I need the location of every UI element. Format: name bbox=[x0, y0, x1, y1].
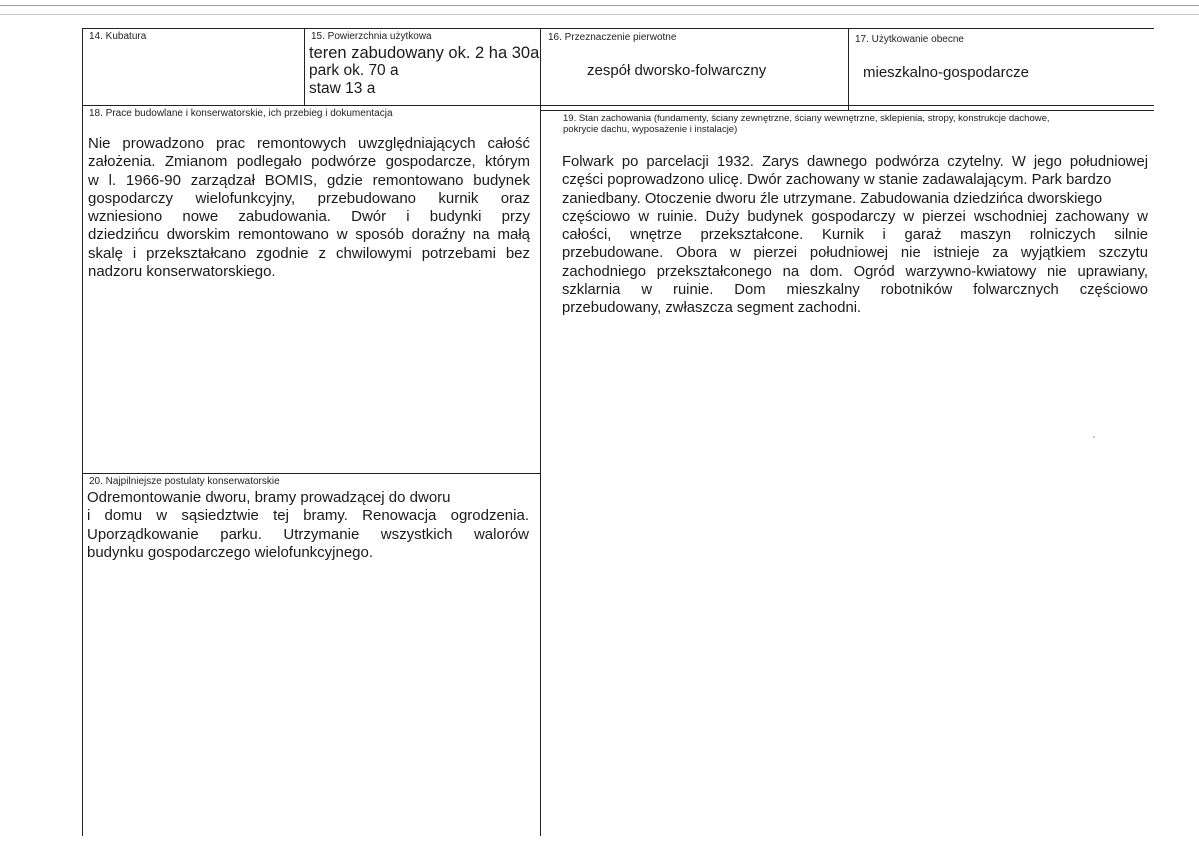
field-18-line: założenia. Zmianom podlegało podwórze gospodarcze, którym bbox=[88, 153, 530, 171]
grid-line-f19-top bbox=[540, 110, 1154, 111]
grid-line-f20-top bbox=[82, 473, 540, 474]
scan-speck bbox=[1093, 436, 1095, 438]
grid-line-v-left bbox=[82, 28, 83, 836]
field-19-line: zaniedbany. Otoczenie dworu źle utrzymane. Zabudowania dziedzińca dworskiego bbox=[562, 190, 1103, 207]
field-15-line-1: teren zabudowany ok. 2 ha 30a bbox=[309, 44, 540, 62]
field-19-line: częściowo w ruinie. Duży budynek gospodarczy w pierzei wschodniej zachowany w bbox=[562, 208, 1148, 225]
field-18-line: skalę i przekształcano zgodnie z chwilowymi potrzebami bez bbox=[88, 244, 530, 262]
field-15-line-3: staw 13 a bbox=[309, 80, 376, 97]
field-18-line: dziedzińcu dworskim remontowano w sposób doraźny na małą bbox=[88, 226, 530, 244]
field-18-line: gospodarczy wielofunkcyjny, przebudowano kurnik oraz bbox=[88, 189, 530, 207]
field-18-line: nadzoru konserwatorskiego. bbox=[88, 263, 276, 281]
field-17-value: mieszkalno-gospodarcze bbox=[863, 64, 1029, 81]
grid-line-top bbox=[82, 28, 1154, 29]
field-16-label: 16. Przeznaczenie pierwotne bbox=[548, 32, 677, 43]
field-18-line: Nie prowadzono prac remontowych uwzględniających całość bbox=[88, 135, 530, 152]
field-20-label: 20. Najpilniejsze postulaty konserwatorskie bbox=[89, 476, 280, 487]
top-edge-line bbox=[0, 5, 1199, 6]
field-18-label: 18. Prace budowlane i konserwatorskie, ich przebieg i dokumentacja bbox=[89, 108, 393, 119]
field-20-text bbox=[87, 489, 529, 562]
field-19-line: części poprowadzono ulicę. Dwór zachowany w stanie zadawalającym. Park bardzo bbox=[562, 172, 1112, 189]
field-15-line-2: park ok. 70 a bbox=[309, 62, 399, 79]
top-edge-line-2 bbox=[0, 14, 1199, 15]
grid-line-v-mid bbox=[540, 28, 541, 836]
field-20-line: i domu w sąsiedztwie tej bramy. Renowacja ogrodzenia. bbox=[87, 507, 529, 525]
field-15-label: 15. Powierzchnia użytkowa bbox=[311, 31, 432, 42]
field-16-value: zespół dworsko-folwarczny bbox=[587, 62, 767, 79]
grid-line-row1-bottom bbox=[82, 105, 1154, 106]
field-14-label: 14. Kubatura bbox=[89, 31, 147, 42]
field-19-label-line-2: pokrycie dachu, wyposażenie i instalacje) bbox=[563, 124, 738, 135]
field-20-line: Uporządkowanie parku. Utrzymanie wszystkich walorów bbox=[87, 525, 529, 543]
field-19-line: przebudowane. Obora w pierzei południowej nie istnieje za wyjątkiem szczytu bbox=[562, 245, 1148, 262]
field-18-text bbox=[88, 135, 530, 281]
grid-line-v-14-15 bbox=[304, 28, 305, 106]
field-18-line: w l. 1966-90 zarządzał BOMIS, gdzie remontowano budynek bbox=[88, 171, 530, 189]
field-20-line: budynku gospodarczego wielofunkcyjnego. bbox=[87, 543, 374, 561]
field-20-line: Odremontowanie dworu, bramy prowadzącej do dworu bbox=[87, 489, 451, 506]
field-17-label: 17. Użytkowanie obecne bbox=[855, 34, 964, 45]
field-19-line: szklarnia w ruinie. Dom mieszkalny robotników folwarcznych częściowo bbox=[562, 282, 1148, 299]
grid-line-v-16-17 bbox=[848, 28, 849, 110]
field-19-text bbox=[562, 153, 1148, 318]
field-19-label-line-1: 19. Stan zachowania (fundamenty, ściany zewnętrzne, ściany wewnętrzne, sklepienia, stropy, konstrukcje dachowe, bbox=[563, 113, 1050, 124]
field-19-line: przebudowany, zwłaszcza segment zachodni. bbox=[562, 300, 862, 317]
field-19-line: całości, wnętrze przekształcone. Kurnik i garaż maszyn rolniczych silnie bbox=[562, 227, 1148, 244]
field-19-line: Folwark po parcelacji 1932. Zarys dawnego podwórza czytelny. W jego południowej bbox=[562, 154, 1148, 170]
field-18-line: wzniesiono nowe zabudowania. Dwór i budynki przy bbox=[88, 208, 530, 226]
field-19-line: zachodniego przekształconego na dom. Ogród warzywno-kwiatowy nie uprawiany, bbox=[562, 263, 1148, 280]
